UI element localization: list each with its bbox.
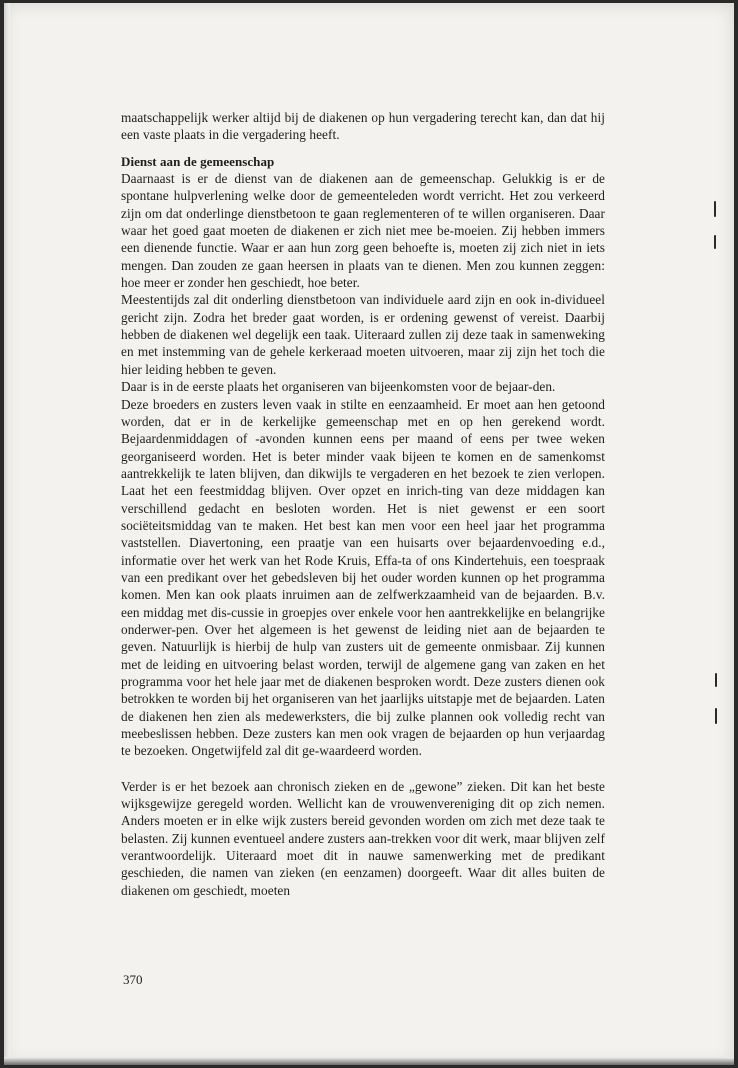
- margin-mark: [714, 235, 716, 249]
- body-text: [121, 109, 605, 899]
- page-bottom-edge-shadow: [4, 1057, 734, 1065]
- margin-mark: [714, 201, 716, 217]
- margin-mark: [715, 673, 717, 687]
- section-heading: Dienst aan de gemeenschap: [121, 153, 275, 169]
- paragraph-1: Daarnaast is er de dienst van de diakenen aan de gemeenschap. Gelukkig is er de spontane hulpverlening welke door de gemeenteleden wordt verricht. Het zou verkeerd zijn om dat onderlinge dienstbetoon te gaan reglementeren of te willen organiseren. Daar waar het goed gaat moeten de diakenen er zich niet mee be-moeien. Zij hebben immers een dienende functie. Waar er aan hun zorg geen behoefte is, moeten zij zich niet in iets mengen. Dan zouden ze gaan heersen in plaats van te dienen. Men zou kunnen zeggen: hoe meer er zonder hen geschiedt, hoe beter.: [121, 171, 605, 291]
- paragraph-5: Verder is er het bezoek aan chronisch zieken en de „gewone” zieken. Dit kan het beste wijksgewijze geregeld worden. Wellicht kan de vrouwenvereniging dit op zich nemen. Anders moeten er in elke wijk zusters bereid gevonden worden om zich met deze taak te belasten. Zij kunnen eventueel andere zusters aan-trekken voor dit werk, maar blijven zelf verantwoordelijk. Uiteraard moet dit in nauwe samenwerking met de predikant geschieden, die namen van zieken (en eenzamen) doorgeeft. Waar dit alles buiten de diakenen om geschiedt, moeten: [121, 778, 605, 898]
- paragraph-2: Meestentijds zal dit onderling dienstbetoon van individuele aard zijn en ook in-dividueel gericht zijn. Zodra het breder gaat worden, is er ordening gewenst of vereist. Daarbij hebben de diakenen wel degelijk een taak. Uiteraard zullen zij deze taak in samenweking en met instemming van de gehele kerkeraad moeten uitvoeren, maar zij zijn het toch die hier leiding hebben te geven.: [121, 292, 605, 377]
- paragraph-3: Daar is in de eerste plaats het organiseren van bijeenkomsten voor de bejaar-den.: [121, 379, 556, 395]
- intro-paragraph: maatschappelijk werker altijd bij de diakenen op hun vergadering terecht kan, dan dat hij een vaste plaats in die vergadering heeft.: [121, 110, 605, 143]
- page-left-edge-shadow: [4, 3, 10, 1065]
- margin-mark: [715, 708, 717, 724]
- page-number: 370: [123, 972, 143, 987]
- scanned-page: [4, 3, 734, 1065]
- paragraph-4: Deze broeders en zusters leven vaak in stilte en eenzaamheid. Er moet aan hen getoond worden, dat er in de kerkelijke gemeenschap met en op hen gerekend wordt. Bejaardenmiddagen of -avonden kunnen eens per maand of eens per twee weken georganiseerd worden. Het is beter minder vaak bijeen te komen en de samenkomst aantrekkelijk te laten blijven, dan dikwijls te vergaderen en het bezoek te zien verlopen. Laat het een feestmiddag blijven. Over opzet en inrich-ting van deze middagen kan verschillend gedacht en besloten worden. Het is niet gewenst er een soort sociëteitsmiddag van te maken. Het best kan men voor een heel jaar het programma vaststellen. Diavertoning, een praatje van een huisarts over bejaardenvoeding e.d., informatie over het werk van het Rode Kruis, Effa-ta of ons Kindertehuis, een toespraak van een predikant over het gebedsleven bij het ouder worden kunnen op het programma komen. Men kan ook plaats inruimen aan de zelfwerkzaamheid van de bejaarden. B.v. een middag met dis-cussie in groepjes over enkele voor hen aantrekkelijke en belangrijke onderwer-pen. Over het algemeen is het gewenst de leiding niet aan de bejaarden te geven. Natuurlijk is hierbij de hulp van zusters uit de gemeente onmisbaar. Zij kunnen met de leiding en uitvoering belast worden, terwijl de algemene gang van zaken en het programma voor het hele jaar met de diakenen besproken wordt. Deze zusters dienen ook betrokken te worden bij het organiseren van het jaarlijks uitstapje met de bejaarden. Laten de diakenen hen zien als medewerksters, die bij zulke plannen ook volledig recht van meebeslissen hebben. Deze zusters kan men ook vragen de bejaarden op hun verjaardag te bezoeken. Ongetwijfeld zal dit ge-waardeerd worden.: [121, 396, 605, 759]
- paragraph-gap: [121, 760, 605, 778]
